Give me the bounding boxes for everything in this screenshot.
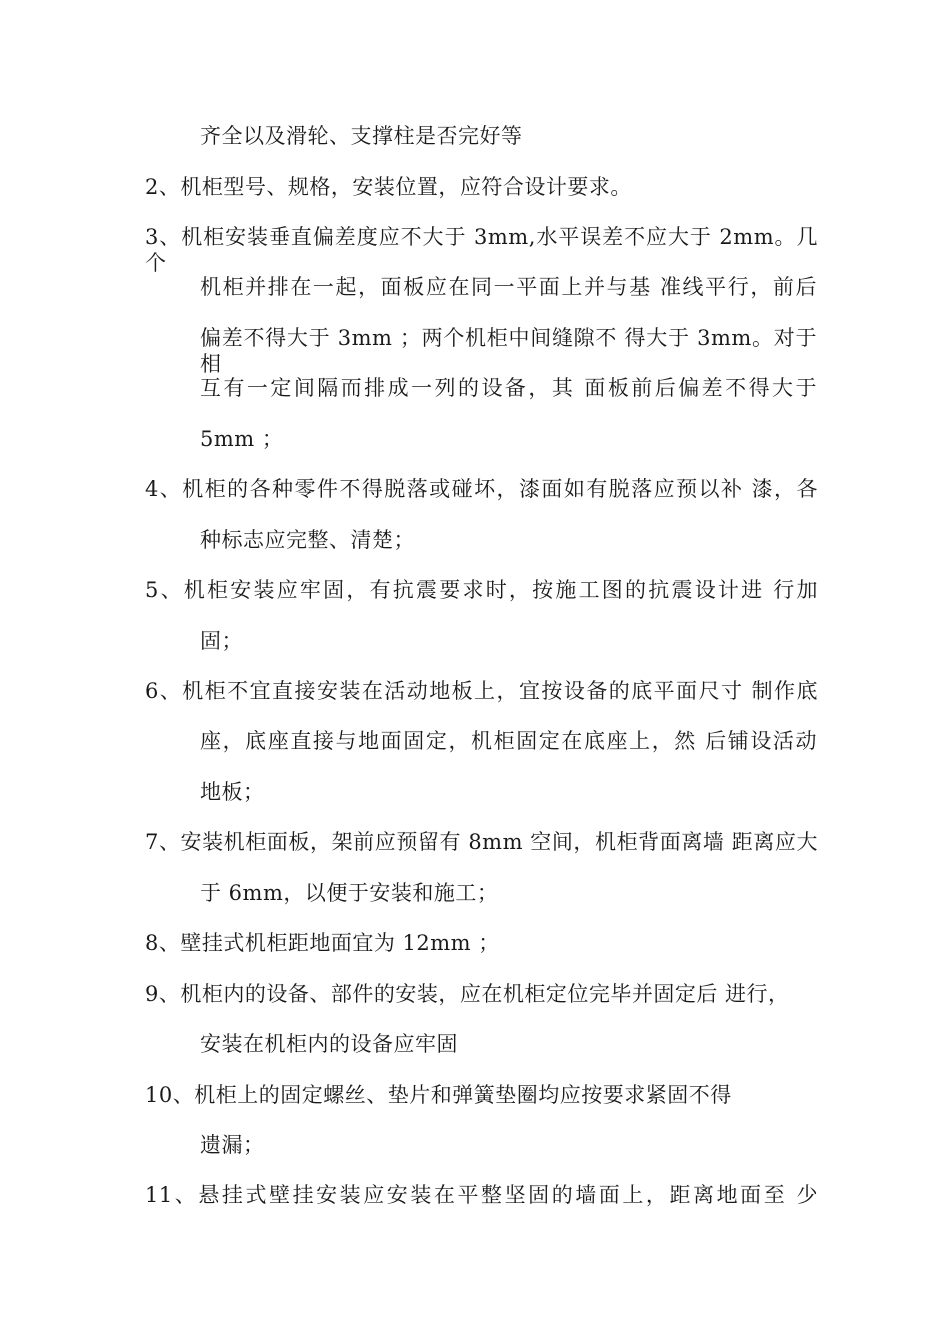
text-line-15: 7、安装机柜面板，架前应预留有 8mm 空间，机柜背面离墙 距离应大 (145, 830, 818, 854)
text-line-8: 4、机柜的各种零件不得脱落或碰坏，漆面如有脱落应预以补 漆，各 (145, 477, 818, 501)
text-line-16: 于 6mm，以便于安装和施工； (200, 881, 499, 905)
text-line-10: 5、机柜安装应牢固，有抗震要求时，按施工图的抗震设计进 行加 (145, 578, 818, 602)
text-line-21: 遗漏； (200, 1133, 265, 1157)
text-line-1: 齐全以及滑轮、支撑柱是否完好等 (200, 124, 523, 148)
text-line-22: 11、悬挂式壁挂安装应安装在平整坚固的墙面上，距离地面至 少 (145, 1183, 818, 1207)
text-line-5: 偏差不得大于 3mm ；两个机柜中间缝隙不 得大于 3mm。对于相 (200, 326, 817, 376)
text-line-4: 机柜并排在一起，面板应在同一平面上并与基 准线平行，前后 (200, 275, 817, 299)
text-line-11: 固； (200, 629, 243, 653)
text-line-7: 5mm ； (200, 427, 284, 451)
text-line-9: 种标志应完整、清楚； (200, 528, 415, 552)
text-line-2: 2、机柜型号、规格，安装位置，应符合设计要求。 (145, 175, 632, 199)
text-line-14: 地板； (200, 780, 265, 804)
text-line-17: 8、壁挂式机柜距地面宜为 12mm ； (145, 931, 500, 955)
text-line-6: 互有一定间隔而排成一列的设备，其 面板前后偏差不得大于 (200, 376, 817, 400)
text-line-3: 3、机柜安装垂直偏差度应不大于 3mm,水平误差不应大于 2mm。几个 (145, 225, 818, 275)
text-line-19: 安装在机柜内的设备应牢固 (200, 1032, 458, 1056)
text-line-18: 9、机柜内的设备、部件的安装，应在机柜定位完毕并固定后 进行， (145, 982, 790, 1006)
text-line-20: 10、机柜上的固定螺丝、垫片和弹簧垫圈均应按要求紧固不得 (145, 1083, 732, 1107)
text-line-13: 座，底座直接与地面固定，机柜固定在底座上，然 后铺设活动 (200, 729, 817, 753)
text-line-12: 6、机柜不宜直接安装在活动地板上，宜按设备的底平面尺寸 制作底 (145, 679, 818, 703)
